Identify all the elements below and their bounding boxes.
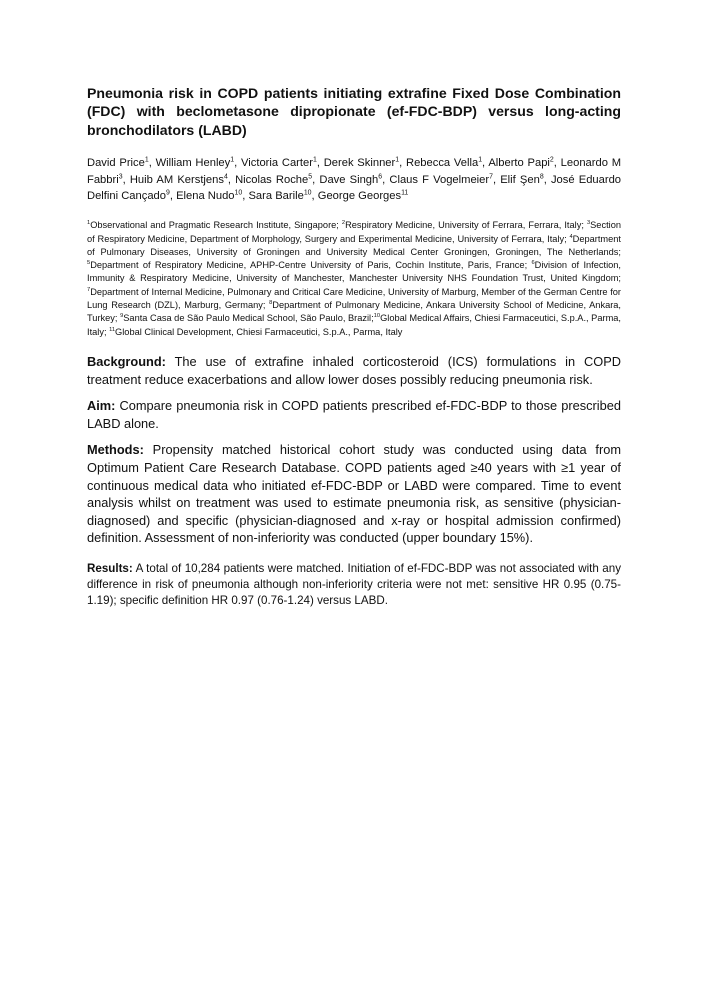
author-name: Huib AM Kerstjens [129,173,224,186]
author-name: Derek Skinner [323,156,396,169]
aim-text: Compare pneumonia risk in COPD patients prescribed ef-FDC-BDP to those prescribed LABD alone. [87,398,621,431]
author [248,190,317,202]
author-affiliation-sup: 5 [308,172,313,180]
results-label: Results: [87,561,133,575]
affiliation-text: Global Clinical Development, Chiesi Farmaceutici, S.p.A., Parma, Italy [115,326,403,337]
author-separator: , [382,173,390,186]
author-affiliation-sup: 6 [378,172,383,180]
author-affiliation-sup: 3 [118,172,123,180]
affiliation-text: Observational and Pragmatic Research Institute, Singapore; [90,220,342,231]
author-separator: , [234,156,241,169]
affiliation-text: Division of Infection, Immunity & Respiratory Medicine, University of Manchester, Manchester University NHS Foundation Trust, United Kingdom; [87,260,621,284]
author-separator: , [312,173,320,186]
author [324,157,406,169]
author-affiliation-sup: 1 [312,156,317,164]
author [319,174,389,186]
affiliation-sup: 10 [373,313,381,320]
author-separator: , [148,156,156,169]
author-affiliation-sup: 1 [230,156,235,164]
affiliation-text: Section of Respiratory Medicine, Department of Morphology, Surgery and Experimental Medicine, University of Ferrara, Italy; [87,220,621,244]
author-affiliation-sup: 4 [223,172,228,180]
affiliation-text: Department of Pulmonary Medicine, Ankara University School of Medicine, Ankara, Turkey; [87,300,622,324]
aim-label: Aim: [87,398,116,414]
author-name: Leonardo M Fabbri [87,156,622,186]
author-separator: , [311,190,318,203]
author-name: Alberto Papi [488,156,550,169]
results-section [87,561,621,610]
author-name: Nicolas Roche [235,173,309,186]
author [235,174,319,186]
affiliation-sup: 9 [120,313,124,320]
affiliation-sup: 1 [87,220,91,227]
author-name: Rebecca Vella [406,156,479,169]
author [500,174,551,186]
author [389,174,500,186]
aim-section [87,397,621,432]
affiliation-sup: 5 [87,260,91,267]
author-name: Sara Barile [248,190,304,203]
affiliation-text: Santa Casa de São Paulo Medical School, São Paulo, Brazil; [123,313,374,324]
author [488,157,560,169]
affiliation-text: Department of Pulmonary Diseases, University of Groningen and University Medical Center Groningen, Groningen, The Netherlands; [87,233,621,257]
author-separator: , [399,156,406,169]
author [156,157,241,169]
affiliation-text: Global Medical Affairs, Chiesi Farmaceutici, S.p.A., Parma, Italy; [87,313,621,337]
author-name: Victoria Carter [241,156,313,169]
affiliation-sup: 2 [341,220,346,227]
affiliation-sup: 7 [87,286,91,293]
background-label: Background: [87,353,166,369]
author-name: Claus F Vogelmeier [389,173,490,186]
author-name: Dave Singh [319,173,379,186]
author-affiliation-sup: 7 [489,172,493,180]
author [176,190,248,202]
affiliation-sup: 8 [269,299,273,306]
author-separator: , [492,173,501,186]
results-text: A total of 10,284 patients were matched. Initiation of ef-FDC-BDP was not associated with any difference in risk of pneumonia although non-inferiority criteria were not met: sensitive HR 0.95 (0.75-1.19); specific definition HR 0.97 (0.76-1.24) versus LABD. [87,561,621,608]
methods-section [87,441,621,547]
background-text: The use of extrafine inhaled corticosteroid (ICS) formulations in COPD treatment reduce exacerbations and allow lower doses possibly reducing pneumonia risk. [87,353,621,387]
author-separator: , [543,173,551,186]
author-separator: , [553,156,561,169]
author [318,190,409,202]
author-separator: , [482,156,489,169]
affiliation-sup: 4 [569,233,573,240]
affiliation-text: Department of Internal Medicine, Pulmonary and Critical Care Medicine, University of Marburg, Member of the German Centre for Lung Research (DZL), Marburg, Germany; [87,286,621,311]
author-affiliation-sup: 9 [165,189,170,197]
author-name: William Henley [155,156,231,169]
background-section [87,353,621,388]
affiliation-text: Respiratory Medicine, University of Ferrara, Ferrara, Italy; [345,220,587,231]
affiliation-sup: 3 [586,220,591,227]
author-list [87,155,621,205]
author-affiliation-sup: 2 [549,156,554,164]
author-name: David Price [87,156,145,169]
author [406,157,488,169]
affiliation-list [87,219,621,339]
author-affiliation-sup: 8 [539,172,544,180]
author-affiliation-sup: 10 [303,189,312,197]
affiliation-text: Department of Respiratory Medicine, APHP-Centre University of Paris, Cochin Institute, Paris, France; [90,260,532,271]
author-affiliation-sup: 10 [234,189,243,197]
author-name: George Georges [317,190,402,203]
author-affiliation-sup: 11 [401,189,409,197]
author-separator: , [122,173,130,186]
author-name: Elif Şen [500,173,540,186]
author-separator: , [169,190,177,203]
author-affiliation-sup: 1 [144,156,149,164]
author-separator: , [227,173,236,186]
abstract-page [87,84,621,619]
affiliation-sup: 11 [109,326,116,333]
paper-title: Pneumonia risk in COPD patients initiating extrafine Fixed Dose Combination (FDC) with beclometasone dipropionate (ef-FDC-BDP) versus long-acting bronchodilators (LABD) [87,85,621,138]
author-separator: , [316,156,324,169]
author [87,157,156,169]
methods-label: Methods: [87,442,144,458]
author-name: José Eduardo Delfini Cançado [87,173,622,203]
author [130,174,235,186]
author-affiliation-sup: 1 [395,156,400,164]
affiliation-sup: 6 [531,260,535,267]
author-name: Elena Nudo [176,190,235,203]
methods-text: Propensity matched historical cohort study was conducted using data from Optimum Patient Care Research Database. COPD patients aged ≥40 years with ≥1 year of continuous medical data who initiated ef-FDC-BDP or LABD were compared. Time to event analysis whilst on treatment was used to estimate pneumonia risk, as sensitive (physician-diagnosed) and specific (physician-diagnosed and x-ray or hospital admission confirmed) definition. Assessment of non-inferiority was conducted (upper boundary 15%). [87,442,621,546]
author-affiliation-sup: 1 [478,156,483,164]
author [241,157,324,169]
author-separator: , [242,190,249,203]
